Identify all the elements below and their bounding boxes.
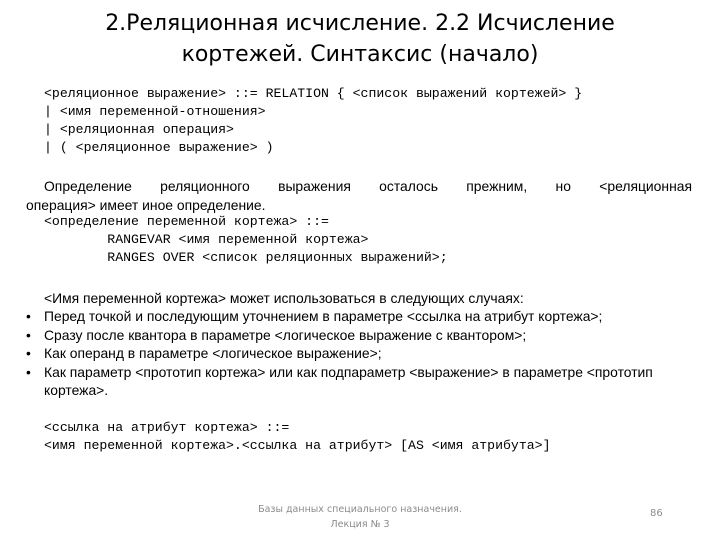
list-item [26,363,706,400]
code-line: <имя переменной кортежа>.<ссылка на атрибут> [AS <имя атрибута>] [44,438,551,453]
definition-line-2: операция> имеет иное определение. [26,196,266,213]
bullet-icon: • [26,345,31,361]
usage-list [26,307,706,400]
list-item [26,307,706,326]
slide-title [40,8,680,70]
list-item-text: Как параметр <прототип кортежа> или как подпараметр <выражение> в параметре <прототип кортежа>. [44,363,653,398]
definition-paragraph [26,177,692,214]
footer-course: Базы данных специального назначения. [258,504,462,515]
code-line: RANGEVAR <имя переменной кортежа> [44,232,369,247]
code-line: RANGES OVER <список реляционных выражений>; [44,250,448,265]
syntax-block [44,85,582,157]
code-line: <ссылка на атрибут кортежа> ::= [44,420,290,435]
definition-line-1: Определение реляционного выражения осталось прежним, но <реляционная [44,178,692,194]
syntax-line: | ( <реляционное выражение> ) [44,140,274,155]
bullet-icon: • [26,326,31,343]
syntax-line: <реляционное выражение> ::= RELATION { <список выражений кортежей> } [44,86,583,101]
list-item-text: Сразу после квантора в параметре <логическое выражение с квантором>; [44,326,527,343]
slide-title-line-1: 2.Реляционная исчисление. 2.2 Исчисление [105,11,615,36]
page-number: 86 [650,508,663,519]
list-item [26,344,706,363]
list-item-text: Как операнд в параметре <логическое выражение>; [44,345,382,361]
reference-code-block [44,419,550,455]
syntax-line: | <реляционная операция> [44,122,234,137]
definition-code-block [44,213,448,267]
syntax-line: | <имя переменной-отношения> [44,104,266,119]
bullet-icon: • [26,308,31,324]
usage-intro: <Имя переменной кортежа> может использоваться в следующих случаях: [44,290,524,306]
slide-title-line-2: кортежей. Синтаксис (начало) [181,42,539,67]
footer-lecture: Лекция № 3 [330,519,390,530]
list-item [26,326,706,345]
code-line: <определение переменной кортежа> ::= [44,214,329,229]
slide-footer [220,502,500,532]
bullet-icon: • [26,363,31,380]
list-item-text: Перед точкой и последующим уточнением в параметре <ссылка на атрибут кортежа>; [44,308,603,324]
